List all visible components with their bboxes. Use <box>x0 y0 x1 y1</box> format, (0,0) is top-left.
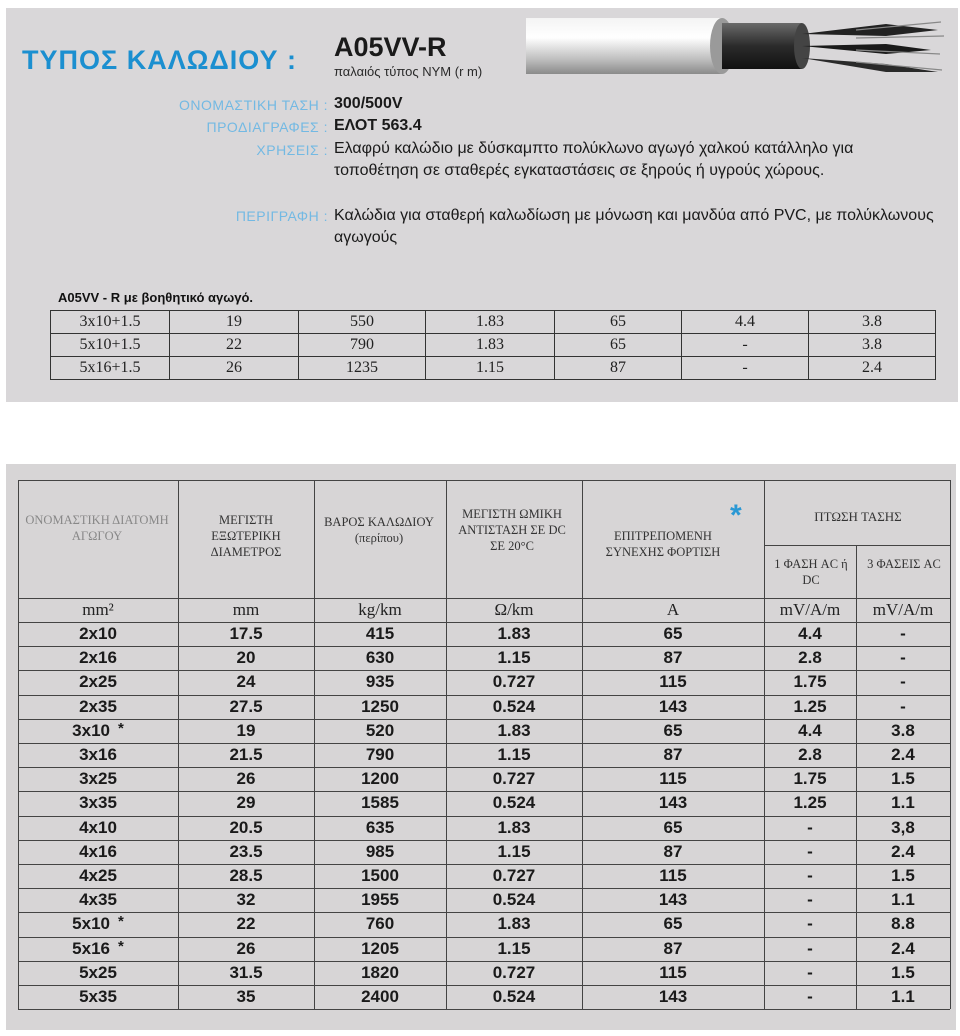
table-cell-current: 115 <box>659 672 687 692</box>
table-cell-weight: 1200 <box>361 769 399 789</box>
table-cell-section: 3x35 <box>79 793 117 813</box>
table-row <box>0 719 960 743</box>
aux-table-cell: 4.4 <box>682 311 809 334</box>
table-cell-weight: 520 <box>365 720 395 740</box>
table-cell-diameter: 26 <box>236 769 256 789</box>
table-cell-diameter: 23.5 <box>229 841 263 861</box>
aux-table-row <box>51 357 936 380</box>
table-row <box>0 743 960 767</box>
table-cell-resistance: 1.83 <box>497 914 531 934</box>
table-cell-drop1: - <box>807 890 813 910</box>
aux-table-cell: - <box>682 334 809 357</box>
table-cell-drop3: 3,8 <box>891 817 915 837</box>
table-cell-weight: 1205 <box>361 938 399 958</box>
table-row <box>0 646 960 670</box>
header-section: ΟΝΟΜΑΣΤΙΚΗ ΔΙΑΤΟΜΗ ΑΓΩΓΟΥ <box>25 513 169 543</box>
header-weight: ΒΑΡΟΣ ΚΑΛΩΔΙΟΥ (περίπου) <box>324 515 434 545</box>
unit-cell: mm <box>232 600 260 619</box>
table-cell-drop1: 1.75 <box>793 769 827 789</box>
table-cell-drop1: 1.25 <box>793 696 827 716</box>
aux-table-cell: 22 <box>170 334 299 357</box>
table-cell-current: 143 <box>658 696 688 716</box>
table-cell-drop3: 1.5 <box>891 962 915 982</box>
table-cell-diameter: 19 <box>236 720 256 740</box>
table-cell-resistance: 0.727 <box>492 672 536 692</box>
table-row <box>0 622 960 646</box>
header-drop-3ph: 3 ΦΑΣΕΙΣ AC <box>867 557 941 571</box>
table-cell-weight: 1500 <box>361 866 399 885</box>
table-row <box>0 937 960 961</box>
aux-table-title: A05VV - R με βοηθητικό αγωγό. <box>58 290 254 305</box>
blue-asterisk: * <box>730 499 742 532</box>
spec-label-description: ΠΕΡΙΓΡΑΦΗ : <box>235 208 328 224</box>
table-cell-weight: 985 <box>365 841 395 861</box>
table-cell-drop3: 1.1 <box>891 890 915 910</box>
aux-table-cell: 2.4 <box>809 357 936 380</box>
table-cell-current: 65 <box>663 914 683 934</box>
table-cell-weight: 790 <box>365 745 395 764</box>
grid-line <box>18 480 950 481</box>
table-row <box>0 888 960 912</box>
table-cell-drop3: 1.1 <box>891 793 915 813</box>
table-cell-weight: 630 <box>365 648 395 668</box>
table-cell-drop3: - <box>900 648 906 668</box>
header-resistance: ΜΕΓΙΣΤΗ ΩΜΙΚΗ ΑΝΤΙΣΤΑΣΗ ΣΕ DC ΣΕ 20°C <box>458 507 566 553</box>
table-row <box>0 912 960 936</box>
aux-table-cell: 65 <box>555 311 682 334</box>
table-cell-weight: 1585 <box>361 793 399 813</box>
table-cell-weight: 760 <box>365 914 395 934</box>
table-cell-diameter: 31.5 <box>229 962 263 982</box>
table-cell-drop3: 2.4 <box>891 745 915 764</box>
table-cell-section: 4x25 <box>79 866 117 885</box>
table-cell-resistance: 0.727 <box>492 769 536 789</box>
aux-table-cell: 1.83 <box>426 334 555 357</box>
table-row <box>0 670 960 694</box>
table-cell-current: 143 <box>658 987 688 1006</box>
aux-table-cell: 5x16+1.5 <box>51 357 170 380</box>
table-cell-resistance: 1.83 <box>497 720 531 740</box>
table-cell-drop1: - <box>807 914 813 934</box>
table-cell-section: 5x35 <box>79 987 117 1006</box>
aux-table-cell: 26 <box>170 357 299 380</box>
grid-line <box>18 598 950 599</box>
table-cell-current: 65 <box>663 817 683 837</box>
table-cell-resistance: 0.524 <box>492 890 536 910</box>
table-cell-drop3: 2.4 <box>891 841 915 861</box>
table-cell-current: 115 <box>659 962 687 982</box>
spec-label-uses: ΧΡΗΣΕΙΣ : <box>256 142 328 158</box>
table-cell-drop3: - <box>900 696 906 716</box>
table-cell-resistance: 1.83 <box>497 817 531 837</box>
table-cell-diameter: 17.5 <box>229 624 263 643</box>
table-cell-weight: 1820 <box>361 962 399 982</box>
table-cell-current: 87 <box>663 841 683 861</box>
table-cell-section: 5x10 * <box>72 913 124 934</box>
table-cell-drop1: 2.8 <box>798 648 822 668</box>
table-cell-drop3: - <box>900 672 906 692</box>
table-row <box>0 864 960 888</box>
table-cell-section: 4x16 <box>79 841 117 861</box>
aux-table-row <box>51 311 936 334</box>
table-cell-section: 4x10 <box>79 817 117 837</box>
table-cell-weight: 2400 <box>361 987 399 1006</box>
table-cell-diameter: 29 <box>236 793 256 813</box>
unit-cell: mV/A/m <box>872 600 934 619</box>
grid-line <box>18 1009 950 1010</box>
table-cell-weight: 935 <box>365 672 395 692</box>
table-cell-section: 2x35 <box>79 696 117 716</box>
footnote-star: * <box>117 937 124 955</box>
table-cell-resistance: 1.83 <box>497 624 531 643</box>
table-cell-diameter: 32 <box>236 890 256 910</box>
aux-table-cell: 3.8 <box>809 311 936 334</box>
header-drop-1ph: 1 ΦΑΣΗ AC ή DC <box>774 557 848 587</box>
table-cell-diameter: 35 <box>236 987 256 1006</box>
table-cell-weight: 1250 <box>361 696 399 716</box>
aux-table-cell: 1.83 <box>426 311 555 334</box>
aux-table-cell: 1235 <box>299 357 426 380</box>
table-cell-diameter: 20.5 <box>229 817 263 837</box>
table-cell-current: 143 <box>658 890 688 910</box>
table-cell-diameter: 26 <box>236 938 256 958</box>
header-diameter: ΜΕΓΙΣΤΗ ΕΞΩΤΕΡΙΚΗ ΔΙΑΜΕΤΡΟΣ <box>210 513 282 559</box>
header-current: ΕΠΙΤΡΕΠΟΜΕΝΗ ΣΥΝΕΧΗΣ ΦΟΡΤΙΣΗ <box>605 529 721 559</box>
table-row <box>0 840 960 864</box>
table-cell-weight: 415 <box>365 624 395 643</box>
aux-table-cell: 3x10+1.5 <box>51 311 170 334</box>
unit-cell: Ω/km <box>494 600 534 619</box>
table-cell-drop1: - <box>807 938 813 958</box>
cable-type-heading: ΤΥΠΟΣ ΚΑΛΩΔΙΟΥ : <box>22 45 298 75</box>
unit-cell: mV/A/m <box>779 600 841 619</box>
table-cell-current: 87 <box>663 938 683 958</box>
table-cell-resistance: 1.15 <box>497 745 531 764</box>
table-cell-drop1: 1.75 <box>793 672 827 692</box>
table-cell-drop1: - <box>807 866 813 885</box>
table-cell-resistance: 1.15 <box>497 938 531 958</box>
aux-table-cell: 65 <box>555 334 682 357</box>
table-cell-current: 143 <box>658 793 688 813</box>
unit-cell: mm² <box>82 600 114 619</box>
aux-conductor-table <box>50 310 936 380</box>
table-cell-section: 4x35 <box>79 890 117 910</box>
table-row <box>0 985 960 1009</box>
table-cell-current: 65 <box>663 624 683 643</box>
table-cell-diameter: 24 <box>236 672 256 692</box>
table-cell-section: 2x25 <box>79 672 117 692</box>
table-row <box>0 695 960 719</box>
table-cell-current: 87 <box>663 745 683 764</box>
table-cell-drop1: 4.4 <box>798 624 822 643</box>
footnote-star: * <box>117 913 124 931</box>
aux-table-cell: - <box>682 357 809 380</box>
table-cell-section: 3x16 <box>79 745 117 764</box>
table-cell-drop3: 1.5 <box>891 866 915 885</box>
table-cell-diameter: 20 <box>236 648 256 668</box>
table-cell-drop3: 1.1 <box>891 987 915 1006</box>
aux-table-cell: 3.8 <box>809 334 936 357</box>
aux-table-cell: 790 <box>299 334 426 357</box>
table-cell-diameter: 28.5 <box>229 866 263 885</box>
table-cell-resistance: 0.524 <box>492 696 536 716</box>
table-cell-section: 2x10 <box>79 624 117 643</box>
spec-value-standard: ΕΛΟΤ 563.4 <box>334 117 422 134</box>
table-cell-section: 3x10 * <box>72 719 124 740</box>
aux-table-cell: 19 <box>170 311 299 334</box>
spec-value-voltage: 300/500V <box>334 95 403 112</box>
table-cell-drop1: 1.25 <box>793 793 827 813</box>
spec-label-voltage: ΟΝΟΜΑΣΤΙΚΗ ΤΑΣΗ : <box>179 97 328 113</box>
table-cell-drop3: 1.5 <box>891 769 915 789</box>
table-cell-current: 87 <box>663 648 683 668</box>
table-cell-drop1: 2.8 <box>798 745 822 764</box>
table-cell-resistance: 1.15 <box>497 648 531 668</box>
table-cell-section: 5x16 * <box>72 937 124 958</box>
table-row <box>0 767 960 791</box>
table-cell-drop1: - <box>807 987 813 1006</box>
aux-table-cell: 5x10+1.5 <box>51 334 170 357</box>
table-cell-current: 115 <box>659 866 687 885</box>
spec-value-description: Καλώδια για σταθερή καλωδίωση με μόνωση και μανδύα από PVC, με πολύκλωνους αγωγούς <box>334 207 934 246</box>
old-type-note: παλαιός τύπος NYM (r m) <box>334 64 483 79</box>
cable-illustration <box>526 10 944 82</box>
table-cell-resistance: 0.727 <box>492 866 536 885</box>
table-cell-drop1: - <box>807 962 813 982</box>
header-voltage-drop: ΠΤΩΣΗ ΤΑΣΗΣ <box>814 509 902 524</box>
table-cell-drop1: - <box>807 841 813 861</box>
table-cell-current: 115 <box>659 769 687 789</box>
table-cell-diameter: 22 <box>236 914 256 934</box>
unit-cell: A <box>666 600 680 619</box>
table-cell-section: 5x25 <box>79 962 117 982</box>
table-cell-drop3: 8.8 <box>891 914 915 934</box>
spec-label-standard: ΠΡΟΔΙΑΓΡΑΦΕΣ : <box>206 119 328 135</box>
table-cell-current: 65 <box>663 720 683 740</box>
table-cell-weight: 1955 <box>361 890 399 910</box>
grid-line <box>764 545 950 546</box>
footnote-star: * <box>117 719 124 737</box>
model-name: A05VV-R <box>334 32 447 62</box>
spec-value-uses: Ελαφρύ καλώδιο με δύσκαμπτο πολύκλωνο αγωγό χαλκού κατάλληλο για τοποθέτηση σε σταθερές εγκαταστάσεις σε ξηρούς ή υγρούς χώρους. <box>334 140 854 179</box>
table-cell-resistance: 0.524 <box>492 987 536 1006</box>
table-cell-drop3: - <box>900 624 906 643</box>
table-cell-resistance: 1.15 <box>497 841 531 861</box>
table-cell-drop3: 2.4 <box>891 938 915 958</box>
table-cell-resistance: 0.727 <box>492 962 536 982</box>
table-cell-section: 3x25 <box>79 769 117 789</box>
table-row <box>0 816 960 840</box>
table-cell-weight: 635 <box>365 817 395 837</box>
aux-table-cell: 1.15 <box>426 357 555 380</box>
table-cell-diameter: 21.5 <box>229 745 263 764</box>
table-cell-section: 2x16 <box>79 648 117 668</box>
table-cell-drop1: 4.4 <box>798 720 822 740</box>
unit-cell: kg/km <box>358 600 402 619</box>
table-row <box>0 791 960 815</box>
table-row <box>0 961 960 985</box>
aux-table-cell: 550 <box>299 311 426 334</box>
aux-table-row <box>51 334 936 357</box>
table-cell-drop3: 3.8 <box>891 720 915 740</box>
table-cell-diameter: 27.5 <box>229 696 263 716</box>
table-cell-drop1: - <box>807 817 813 837</box>
table-cell-resistance: 0.524 <box>492 793 536 813</box>
aux-table-cell: 87 <box>555 357 682 380</box>
